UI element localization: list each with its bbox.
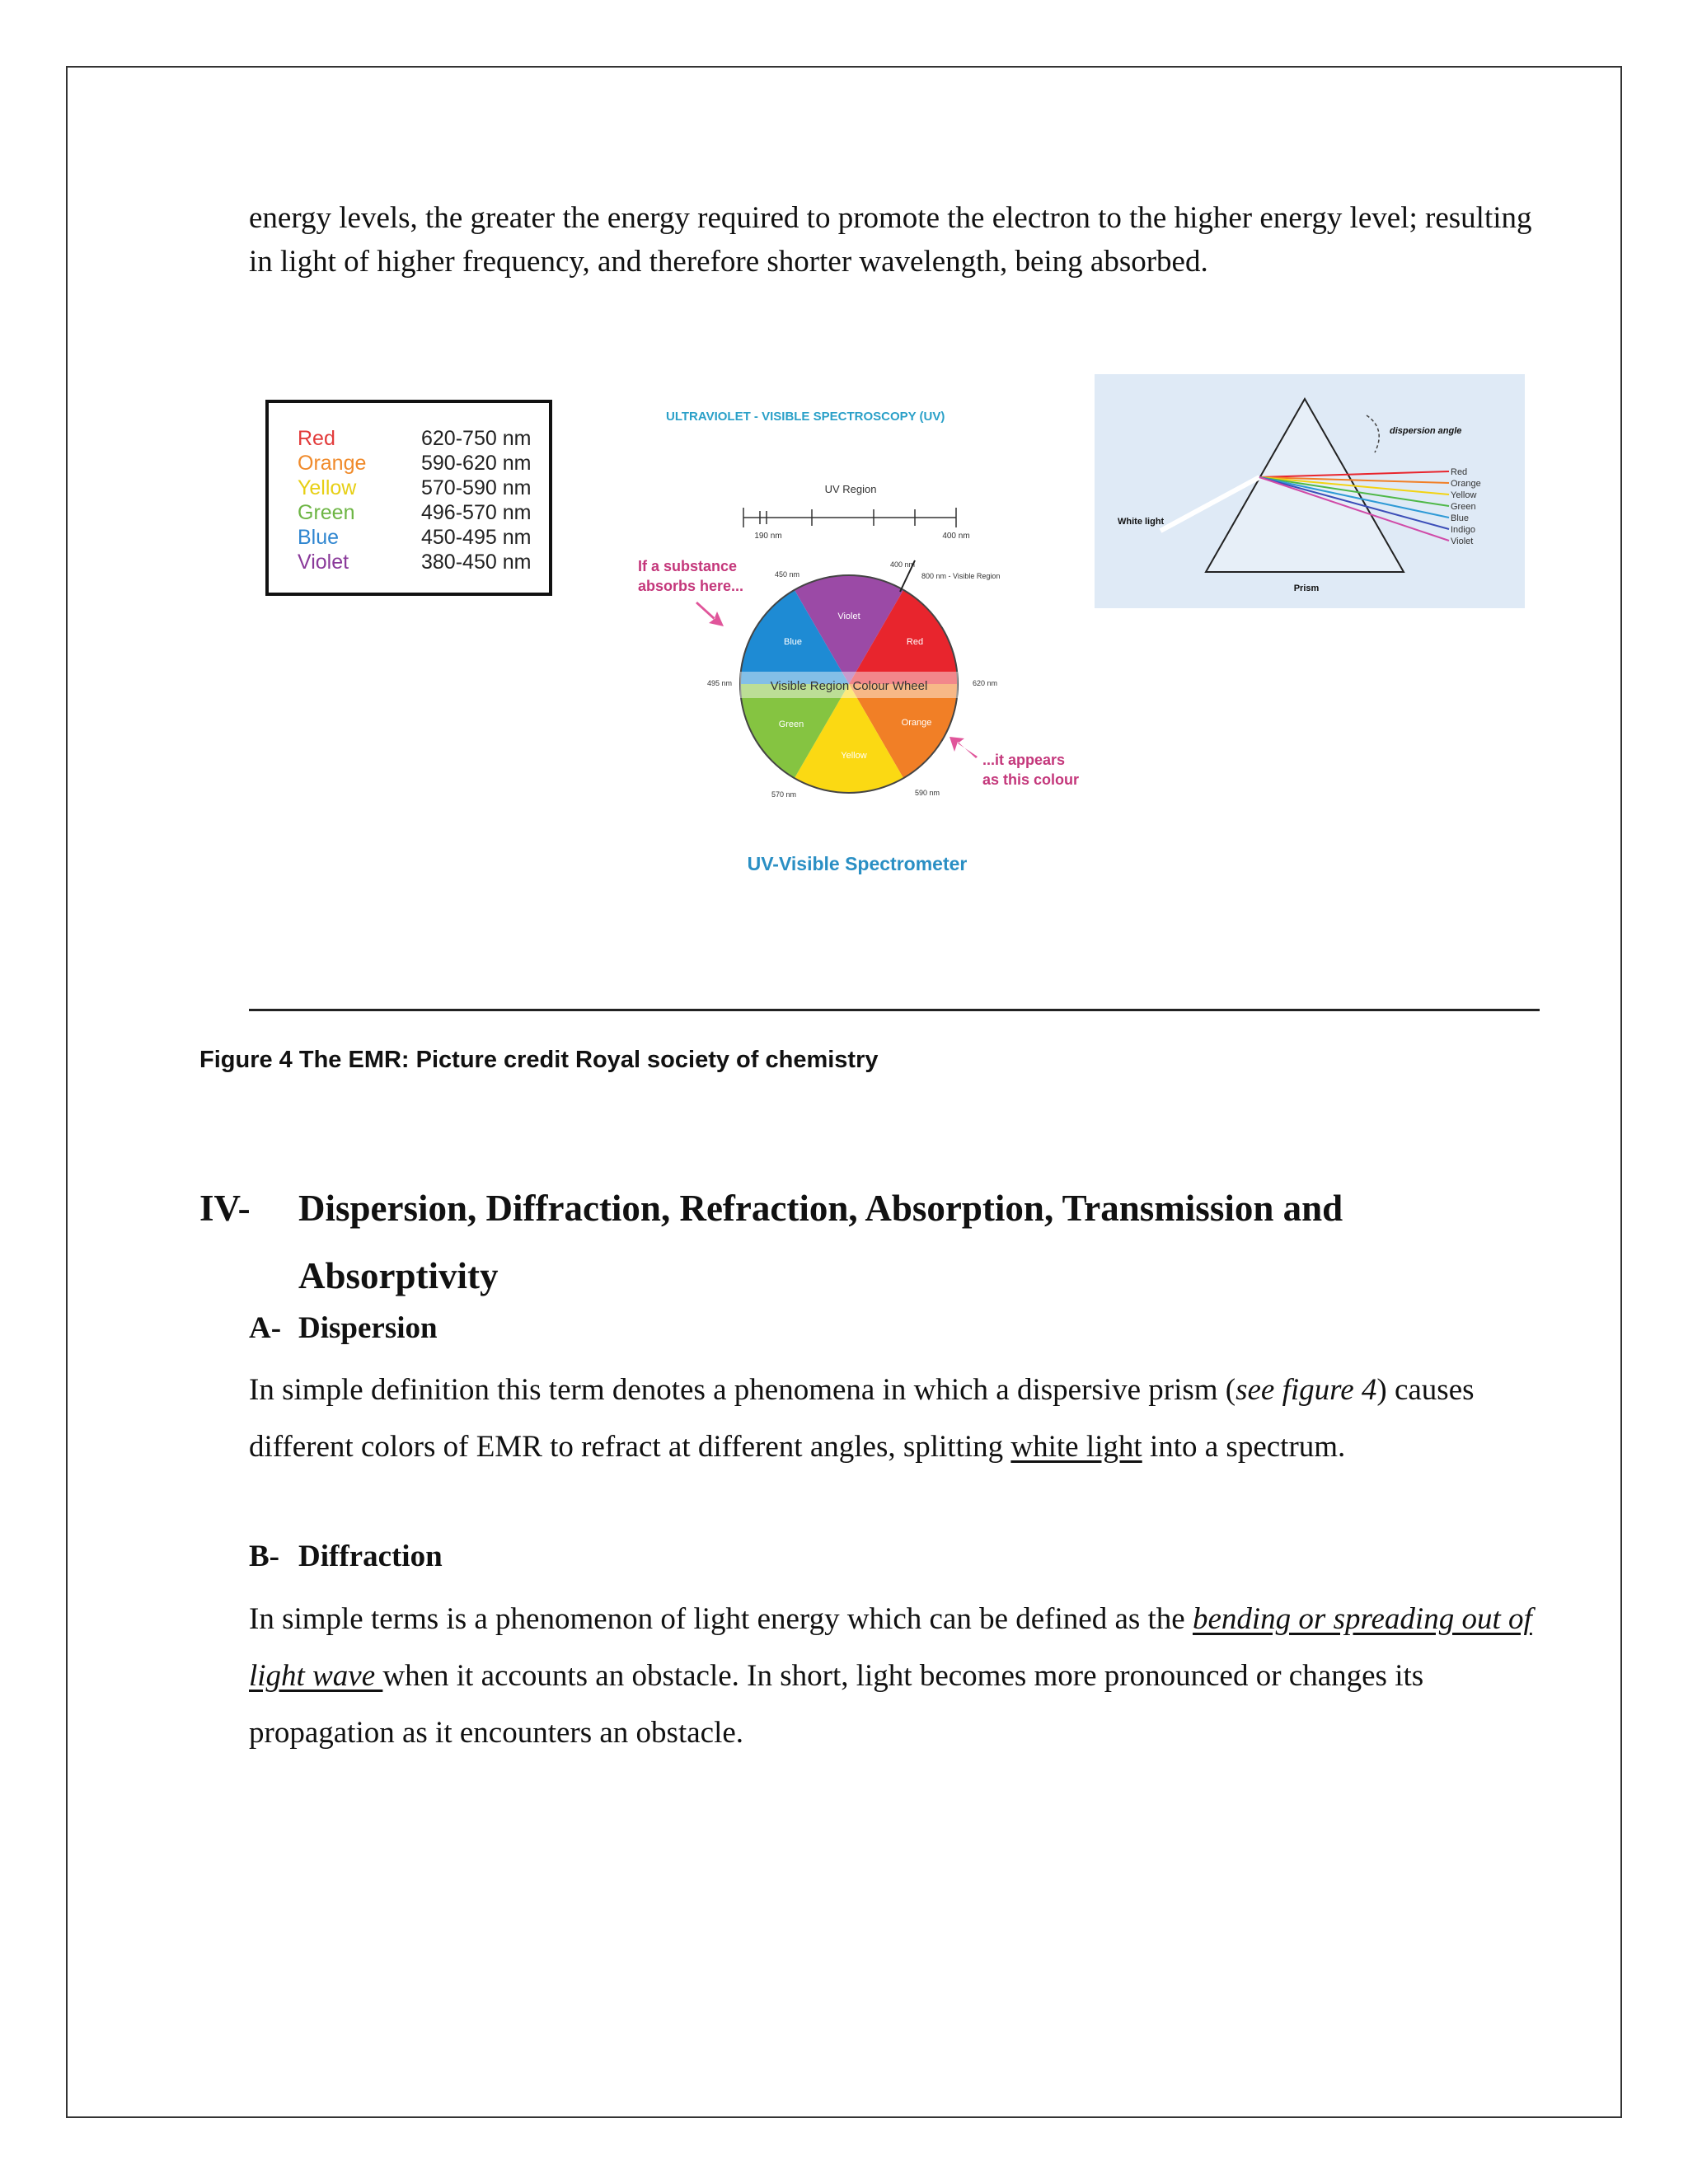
wavelength-range: 450-495 nm [421, 526, 532, 549]
subsection-title: Diffraction [298, 1540, 443, 1573]
segment-label-yellow: Yellow [841, 751, 867, 761]
wavelength-table [265, 400, 552, 596]
intro-paragraph: energy levels, the greater the energy required to promote the electron to the higher energy level; resulting in light of higher frequency, and therefore shorter wavelength, being absorbed. [249, 201, 1532, 279]
diffraction-paragraph [249, 1591, 1535, 1761]
prism-color-green: Green [1451, 502, 1476, 512]
subsection-heading-diffraction [249, 1539, 443, 1574]
wheel-label: Visible Region Colour Wheel [770, 679, 928, 693]
figure-reference: see figure 4 [1236, 1373, 1377, 1407]
appears-text-1: ...it appears [982, 752, 1066, 768]
paragraph-text: In simple terms is a phenomenon of light energy which can be defined as the [249, 1602, 1193, 1636]
label-620nm: 620 nm [973, 679, 998, 687]
prism-color-indigo: Indigo [1451, 525, 1475, 535]
prism-figure [1095, 374, 1525, 608]
color-name: Blue [298, 526, 340, 549]
section-title: Dispersion, Diffraction, Refraction, Absorption, Transmission and Absorptivity [298, 1188, 1343, 1296]
section-number: IV- [199, 1188, 251, 1229]
wavelength-range: 620-750 nm [421, 427, 532, 450]
wavelength-range: 590-620 nm [421, 452, 532, 475]
colour-wheel [740, 575, 958, 793]
subsection-title: Dispersion [298, 1311, 438, 1345]
prism-color-yellow: Yellow [1451, 490, 1477, 500]
paragraph-text: In simple definition this term denotes a phenomena in which a dispersive prism ( [249, 1373, 1236, 1407]
figure-divider [249, 1009, 1540, 1011]
paragraph-text: ) causes different colors of EMR to refract at different angles, splitting [249, 1373, 1475, 1464]
absorbs-text-1: If a substance [638, 558, 738, 574]
absorbs-arrow [696, 602, 724, 626]
wavelength-range: 380-450 nm [421, 551, 532, 574]
paragraph-text: when it accounts an obstacle. In short, light becomes more pronounced or changes its propagation as it encounters an obstacle. [249, 1659, 1424, 1750]
color-name: Orange [298, 452, 367, 475]
label-590nm: 590 nm [915, 789, 940, 797]
segment-label-orange: Orange [901, 718, 932, 728]
dispersion-angle-label: dispersion angle [1390, 426, 1462, 436]
label-400nm: 400 nm [890, 560, 916, 569]
label-495nm: 495 nm [707, 679, 733, 687]
subsection-number: A- [249, 1311, 282, 1345]
wavelength-range: 496-570 nm [421, 501, 532, 524]
uv-tick-190: 190 nm [754, 532, 782, 541]
uv-region-label: UV Region [824, 483, 877, 495]
figure-caption: Figure 4 The EMR: Picture credit Royal society of chemistry [199, 1047, 879, 1073]
label-800nm: 800 nm - Visible Region [921, 572, 1001, 580]
label-570nm: 570 nm [771, 790, 797, 799]
color-name: Green [298, 501, 355, 524]
prism-triangle [1206, 399, 1404, 572]
prism-color-violet: Violet [1451, 537, 1474, 546]
dispersion-paragraph [249, 1361, 1535, 1475]
prism-label: Prism [1293, 583, 1320, 593]
dispersion-angle-arc [1367, 415, 1379, 452]
paragraph-text: into a spectrum. [1142, 1430, 1346, 1464]
segment-label-blue: Blue [783, 637, 803, 647]
uv-tick-400: 400 nm [942, 532, 970, 541]
segment-label-green: Green [778, 719, 804, 729]
wavelength-range: 570-590 nm [421, 476, 532, 499]
uv-figure-title: ULTRAVIOLET - VISIBLE SPECTROSCOPY (UV) [666, 410, 945, 424]
color-name: Yellow [298, 476, 357, 499]
subsection-heading-dispersion [249, 1310, 438, 1346]
appears-text-2: as this colour [982, 771, 1080, 788]
uv-figure-footer: UV-Visible Spectrometer [747, 853, 968, 874]
prism-color-orange: Orange [1451, 479, 1481, 489]
appears-arrow [950, 737, 978, 758]
prism-color-blue: Blue [1451, 513, 1470, 523]
segment-label-red: Red [906, 637, 924, 647]
emphasized-definition: bending or spreading out of light wave [249, 1602, 1532, 1693]
white-light-label: White light [1118, 517, 1165, 527]
white-light-link[interactable]: white light [1010, 1430, 1142, 1464]
subsection-number: B- [249, 1540, 279, 1573]
label-450nm: 450 nm [775, 570, 800, 579]
prism-color-red: Red [1451, 467, 1468, 477]
absorbs-text-2: absorbs here... [638, 578, 744, 594]
color-name: Red [298, 427, 335, 450]
color-name: Violet [298, 551, 349, 574]
uv-visible-figure [610, 396, 1121, 890]
segment-label-violet: Violet [837, 612, 860, 621]
